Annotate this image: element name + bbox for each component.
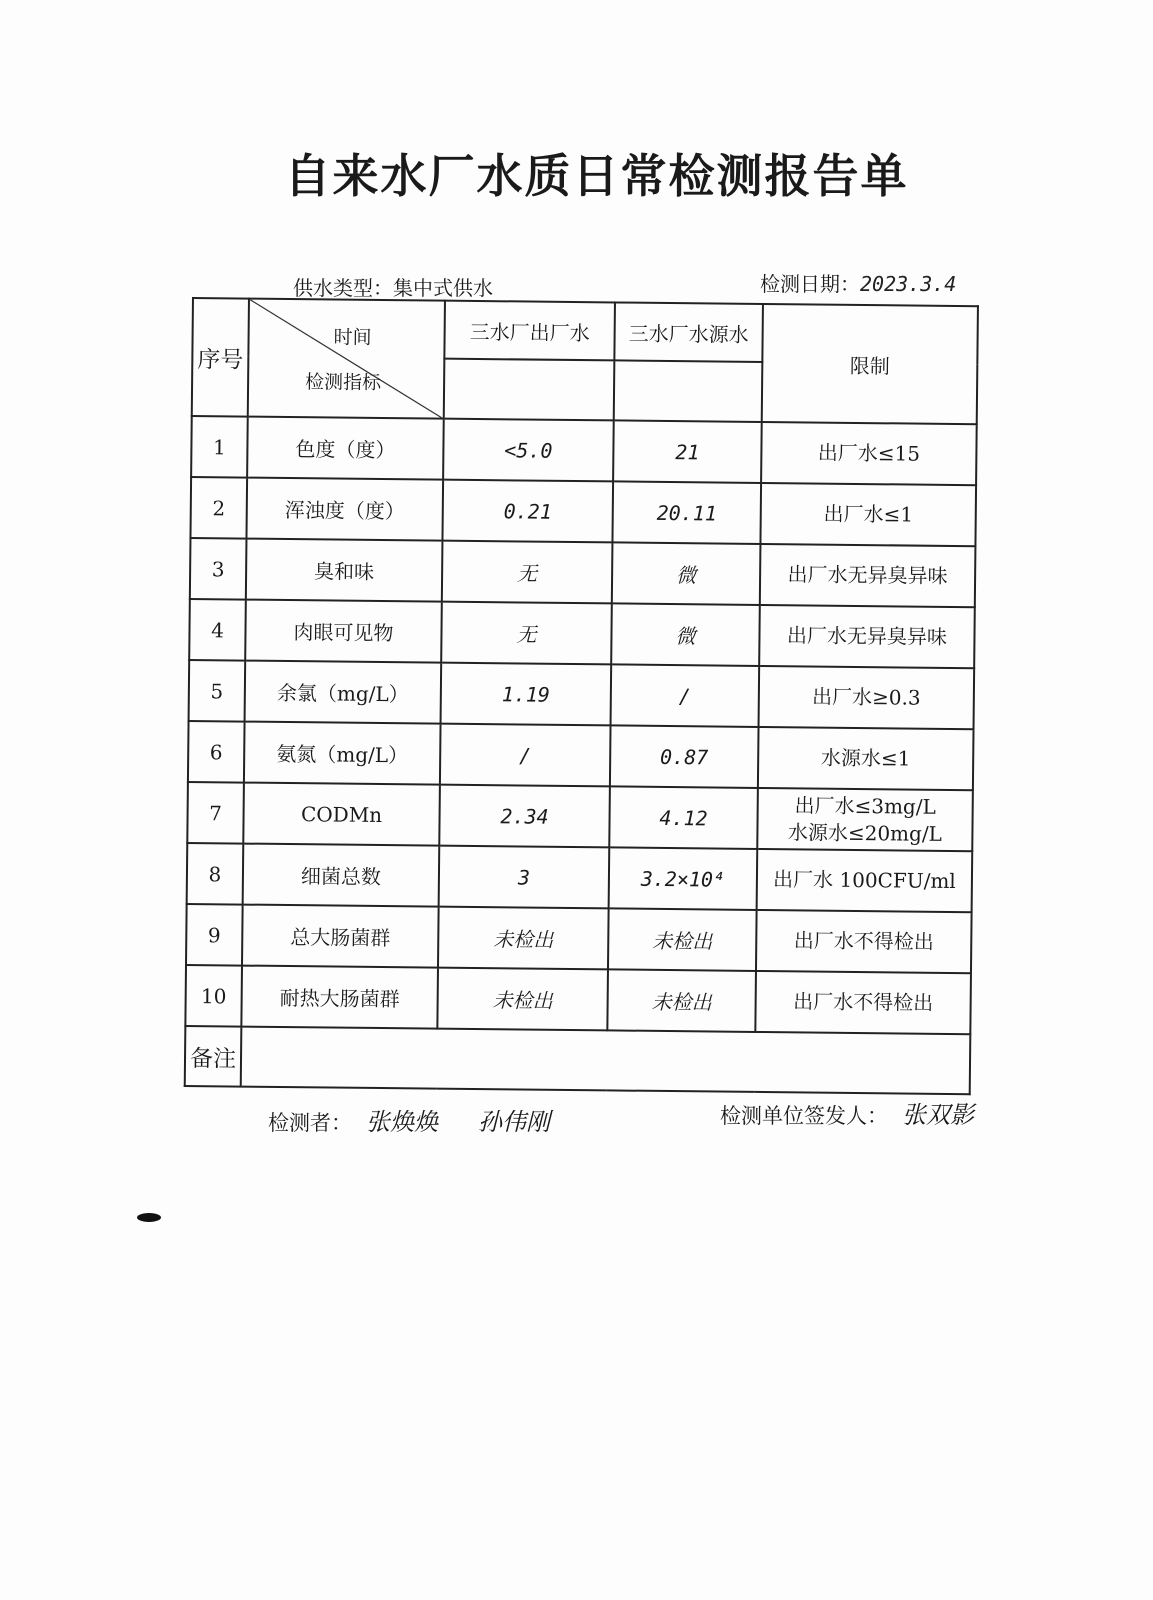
row-col1-value: 0.21 [442, 480, 613, 543]
header-col1-blank [444, 359, 615, 421]
row-col1-value: 2.34 [439, 785, 610, 848]
row-no: 3 [190, 538, 247, 600]
table-row [189, 599, 975, 668]
row-limit [757, 788, 973, 851]
tester-label: 检测者： [268, 1111, 352, 1135]
row-indicator: CODMn [243, 783, 440, 846]
row-limit: 出厂水不得检出 [756, 910, 972, 973]
row-no: 2 [190, 477, 247, 539]
issuer-signature-line [720, 1095, 974, 1130]
test-date-label: 检测日期： [760, 272, 860, 296]
row-col2-value: 微 [612, 542, 761, 605]
row-limit-line2: 水源水≤20mg/L [787, 819, 943, 846]
row-no: 1 [191, 416, 248, 478]
issuer-label: 检测单位签发人： [720, 1104, 888, 1128]
row-col1-value: 3 [439, 846, 610, 909]
header-col1: 三水厂出厂水 [444, 301, 615, 361]
row-col1-value: 未检出 [437, 968, 608, 1031]
row-no: 6 [188, 721, 245, 783]
header-time: 时间 [333, 326, 372, 349]
table-row [191, 416, 977, 485]
row-col1-value: <5.0 [443, 419, 614, 482]
page-title: 自来水厂水质日常检测报告单 [284, 149, 909, 203]
supply-type-label: 供水类型： [293, 276, 393, 300]
row-no: 5 [189, 660, 246, 722]
header-col2: 三水厂水源水 [614, 302, 763, 362]
row-no: 4 [189, 599, 246, 661]
row-limit: 出厂水无异臭异味 [760, 544, 976, 607]
row-col2-value: 未检出 [608, 908, 757, 971]
row-indicator: 浑浊度（度） [246, 478, 443, 541]
header-col2-blank [614, 360, 763, 422]
table-row [190, 477, 976, 546]
row-no: 8 [187, 843, 244, 905]
row-limit: 出厂水≤1 [760, 483, 976, 546]
row-indicator: 细菌总数 [243, 844, 440, 907]
row-col2-value: 未检出 [607, 969, 756, 1032]
row-indicator: 氨氮（mg/L） [244, 722, 441, 785]
row-col1-value: / [440, 724, 611, 787]
supply-type-value: 集中式供水 [393, 276, 493, 300]
row-indicator: 臭和味 [246, 539, 443, 602]
issuer-signature: 张双影 [902, 1101, 974, 1129]
row-limit: 出厂水不得检出 [755, 971, 971, 1034]
table-row [185, 965, 971, 1034]
row-col2-value: 4.12 [609, 786, 758, 849]
table-row [188, 721, 974, 790]
table-row [190, 538, 976, 607]
row-col2-value: / [611, 664, 760, 727]
row-col1-value: 无 [441, 602, 612, 665]
remarks-label: 备注 [185, 1026, 242, 1087]
row-no: 9 [186, 904, 243, 966]
row-indicator: 肉眼可见物 [245, 600, 442, 663]
row-limit: 出厂水≥0.3 [759, 666, 975, 729]
row-indicator: 余氯（mg/L） [245, 661, 442, 724]
table-row [187, 782, 973, 851]
row-no: 7 [187, 782, 244, 844]
header-no: 序号 [192, 298, 249, 417]
row-indicator: 色度（度） [247, 417, 444, 480]
remarks-row [185, 1026, 971, 1094]
tester-signature-1: 张焕焕 [366, 1108, 438, 1136]
table-row [186, 904, 972, 973]
row-col2-value: 21 [613, 420, 762, 483]
supply-type [293, 272, 493, 301]
row-col2-value: 微 [611, 603, 760, 666]
tester-signature-line [268, 1102, 550, 1137]
test-date [760, 268, 956, 297]
diagonal-line [249, 300, 445, 419]
header-row [192, 298, 978, 364]
row-limit: 出厂水无异臭异味 [759, 605, 975, 668]
table-row [189, 660, 975, 729]
report-table [184, 297, 979, 1095]
row-limit-line1: 出厂水≤3mg/L [794, 792, 936, 819]
table-row [187, 843, 973, 912]
row-indicator: 耐热大肠菌群 [241, 966, 438, 1029]
row-col1-value: 1.19 [441, 663, 612, 726]
row-col2-value: 20.11 [612, 481, 761, 544]
row-col1-value: 未检出 [438, 907, 609, 970]
tester-signature-2: 孙伟刚 [478, 1108, 550, 1136]
remarks-value [241, 1027, 971, 1095]
test-date-value: 2023.3.4 [860, 272, 957, 296]
row-col2-value: 3.2×10⁴ [609, 847, 758, 910]
row-limit: 出厂水≤15 [761, 422, 977, 485]
ink-smudge [137, 1213, 161, 1222]
header-limit: 限制 [762, 304, 978, 424]
row-no: 10 [185, 965, 242, 1027]
row-col2-value: 0.87 [610, 725, 759, 788]
row-limit: 水源水≤1 [758, 727, 974, 790]
header-indicator: 检测指标 [304, 371, 382, 394]
header-diagonal-cell [248, 299, 445, 419]
row-col1-value: 无 [442, 541, 613, 604]
row-indicator: 总大肠菌群 [242, 905, 439, 968]
row-limit: 出厂水 100CFU/ml [757, 849, 973, 912]
